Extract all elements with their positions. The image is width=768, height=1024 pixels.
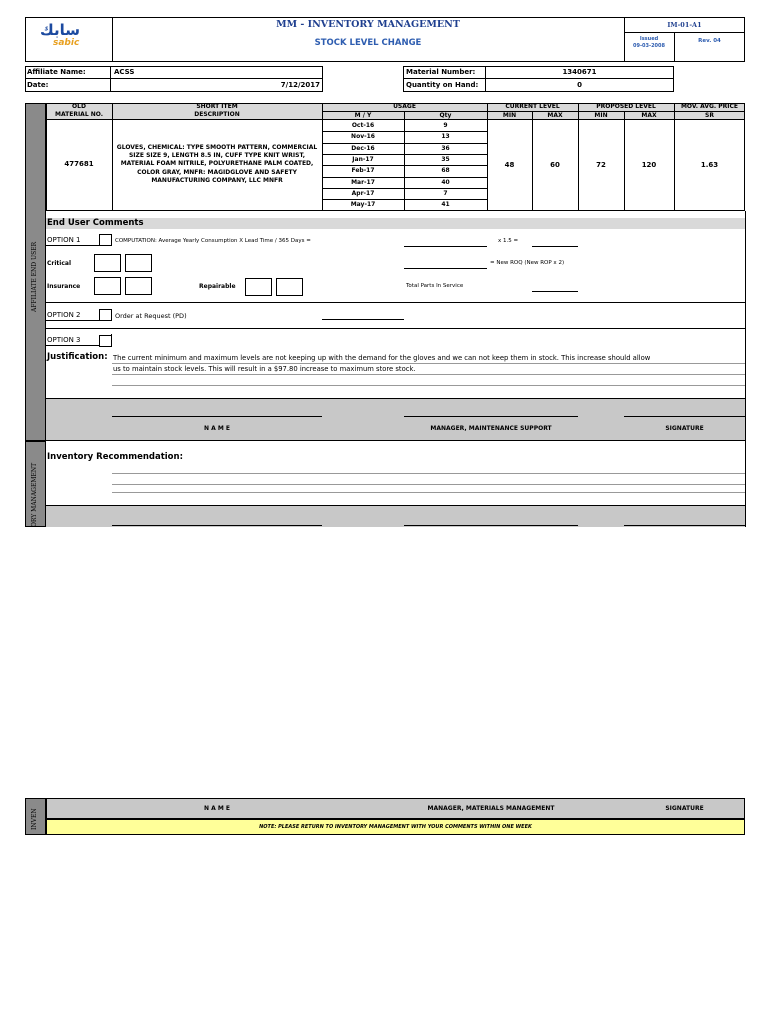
affiliate-label: Affiliate Name: [27,68,86,76]
proposed-max-value[interactable]: 120 [641,161,657,169]
end-user-comments-title: End User Comments [47,218,144,228]
issued-date: 09-03-2008 [633,43,665,49]
option-2-checkbox[interactable] [99,309,112,321]
material-number-label: Material Number: [406,68,476,76]
usage-qty-4: 68 [441,167,450,175]
return-note: NOTE: PLEASE RETURN TO INVENTORY MANAGEMENT WITH YOUR COMMENTS WITHIN ONE WEEK [259,824,532,830]
end-user-signature-label: SIGNATURE [665,425,704,432]
usage-month-7: May-17 [350,201,376,209]
justification-label: Justification: [47,352,108,362]
col-mov-avg-price: MOV. AVG. PRICE [680,103,739,110]
usage-month-6: Apr-17 [351,189,375,197]
col-short-item-line2: DESCRIPTION [194,111,240,118]
col-current-min: MIN [502,112,517,119]
inventory-name-label: N A M E [203,805,230,812]
signature-band-end-user [46,398,745,441]
computation-text: COMPUTATION: Average Yearly Consumption X Lead Time / 365 Days = [115,238,311,244]
proposed-min-value[interactable]: 72 [596,161,606,169]
affiliate-value[interactable]: ACSS [114,68,135,76]
option-3-label: OPTION 3 [47,336,81,344]
justification-line-1[interactable]: The current minimum and maximum levels are not keeping up with the demand for the gloves and we can not keep them in stock. This increase should allow [113,354,651,362]
usage-qty-1: 13 [441,133,450,141]
end-user-name-label: N A M E [203,425,230,432]
signature-band-inventory-top [46,505,745,527]
repairable-box-1[interactable] [245,278,272,296]
option-1-checkbox[interactable] [99,234,112,246]
usage-qty-3: 35 [441,155,450,163]
repairable-label: Repairable [199,283,236,290]
usage-qty-0: 9 [443,122,448,129]
insurance-label: Insurance [47,283,81,290]
usage-month-3: Jan-17 [352,155,374,163]
insurance-box-2[interactable] [125,277,152,295]
col-sr: SR [705,112,714,119]
page-title: MM - INVENTORY MANAGEMENT [276,19,460,30]
inventory-recommendation-title: Inventory Recommendation: [47,452,183,462]
usage-month-2: Dec-16 [351,144,375,152]
usage-qty-6: 7 [443,189,448,197]
quantity-on-hand-value[interactable]: 0 [577,81,582,89]
option-3-checkbox[interactable] [99,335,112,347]
x15-text: x 1.5 = [498,238,519,244]
material-number-value[interactable]: 1340671 [562,68,597,76]
side-label-inventory-bottom: INVEN [31,808,38,830]
col-old-material-line1: OLD [72,103,86,110]
quantity-on-hand-label: Quantity on Hand: [406,81,479,89]
side-label-inventory: ORY MANAGEMENT [31,462,38,527]
col-proposed-level: PROPOSED LEVEL [596,103,656,110]
critical-label: Critical [47,260,72,267]
current-min-value: 48 [504,161,515,169]
col-short-item-line1: SHORT ITEM [196,103,238,110]
date-label: Date: [27,81,49,89]
order-at-request-text: Order at Request (PD) [115,312,187,320]
revision-label: Rev. 04 [698,38,721,44]
inventory-manager-label: MANAGER, MATERIALS MANAGEMENT [427,805,555,812]
col-current-max: MAX [547,112,563,119]
insurance-box-1[interactable] [94,277,121,295]
usage-month-5: Mar-17 [351,178,375,186]
date-value[interactable]: 7/12/2017 [280,81,320,89]
usage-qty-2: 36 [441,144,450,152]
col-my: M / Y [354,112,372,119]
logo-latin-text: sabic [53,38,80,48]
issued-label: Issued [639,36,659,42]
inventory-signature-label: SIGNATURE [665,805,704,812]
usage-qty-7: 41 [441,201,450,209]
col-proposed-max: MAX [641,112,657,119]
option-2-label: OPTION 2 [47,311,81,319]
side-label-affiliate: AFFILIATE END USER [31,241,38,312]
current-max-value: 60 [550,161,560,169]
usage-qty-5: 40 [441,178,450,186]
total-parts-label: Total Parts In Service [406,283,464,289]
col-current-level: CURRENT LEVEL [505,103,560,110]
option-1-label: OPTION 1 [47,236,81,244]
justification-line-2[interactable]: us to maintain stock levels. This will result in a $97.80 increase to maximum store stock. [113,365,416,373]
critical-box-1[interactable] [94,254,121,272]
col-proposed-min: MIN [594,112,608,119]
critical-box-2[interactable] [125,254,152,272]
new-roq-text: = New ROQ (New ROP x 2) [490,260,565,266]
mov-avg-price-value: 1.63 [700,161,719,169]
sabic-logo [38,21,90,53]
usage-month-1: Nov-16 [351,133,375,141]
usage-month-4: Feb-17 [351,167,375,175]
form-code: IM-01-A1 [667,21,702,29]
item-description: GLOVES, CHEMICAL: TYPE SMOOTH PATTERN, COMMERCIAL SIZE SIZE 9, LENGTH 8.5 IN, CUFF TYPE KNIT WRIST, MATERIAL FOAM NITRILE, POLYURETHANE PALM COATED, COLOR GRAY, MNFR: MAGIDGLOVE AND SAFETY MANUFACTURING COMPANY, LLC MNFR [116,144,318,184]
logo-arabic-text: سابك [40,21,80,39]
col-qty: Qty [439,112,452,119]
col-old-material-line2: MATERIAL NO. [54,111,104,118]
col-usage: USAGE [393,103,416,110]
end-user-manager-label: MANAGER, MAINTENANCE SUPPORT [430,425,552,432]
old-material-number: 477681 [64,160,94,168]
usage-month-0: Oct-16 [351,122,375,129]
page-subtitle: STOCK LEVEL CHANGE [314,38,422,48]
repairable-box-2[interactable] [276,278,303,296]
